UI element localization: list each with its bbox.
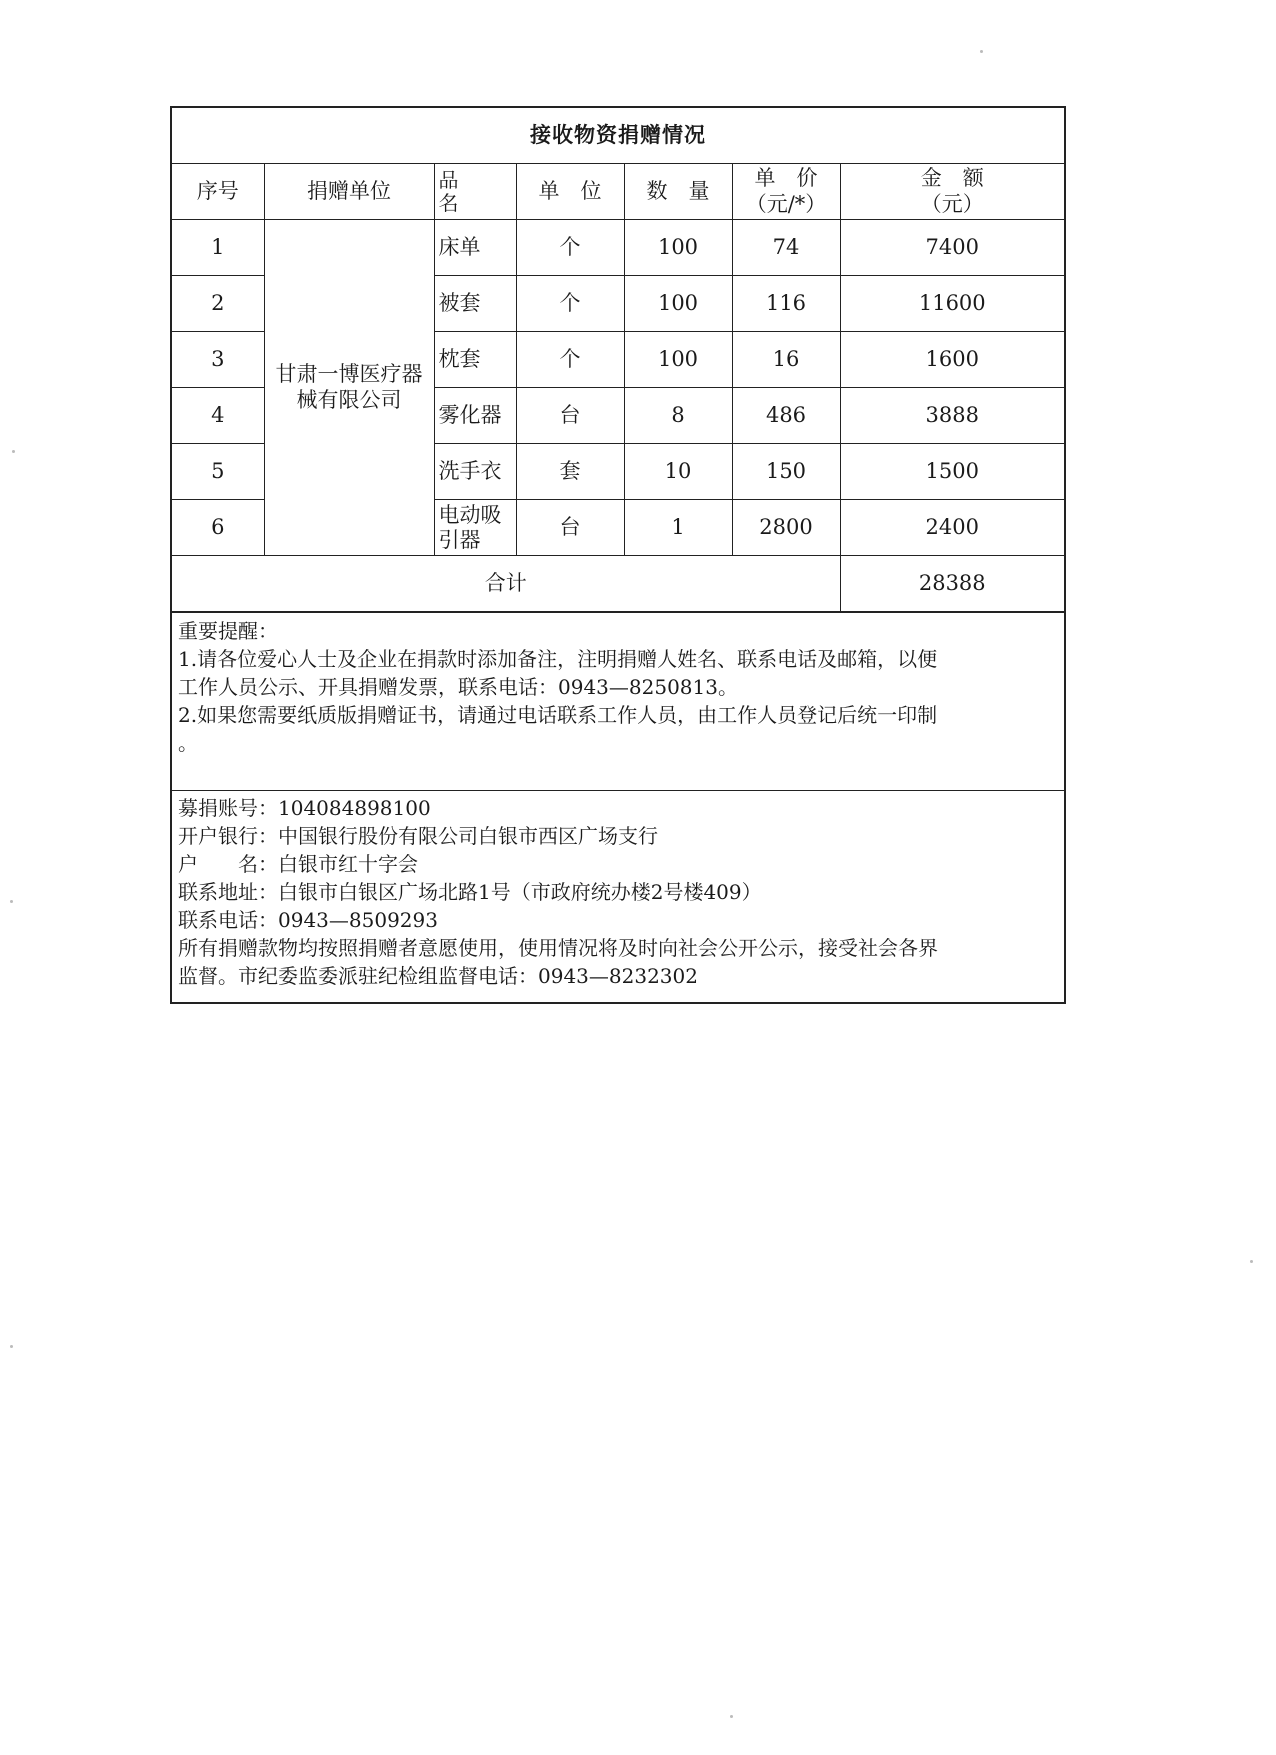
row-amount: 1500 bbox=[840, 444, 1064, 500]
row-price: 74 bbox=[732, 220, 840, 276]
row-quantity: 8 bbox=[624, 388, 732, 444]
scan-speck bbox=[10, 900, 13, 903]
scan-speck bbox=[10, 1345, 13, 1348]
scan-speck bbox=[980, 50, 983, 53]
usage-statement: 所有捐赠款物均按照捐赠者意愿使用，使用情况将及时向社会公开公示，接受社会各界 bbox=[178, 936, 938, 960]
donor-name bbox=[264, 220, 434, 556]
row-price: 16 bbox=[732, 332, 840, 388]
row-unit: 个 bbox=[516, 276, 624, 332]
account-info bbox=[172, 790, 1064, 1002]
row-item: 雾化器 bbox=[434, 388, 516, 444]
header-amount-line2: （元） bbox=[920, 191, 984, 216]
header-item bbox=[434, 164, 516, 220]
row-amount: 2400 bbox=[840, 500, 1064, 556]
donor-name-line1: 甘肃一博医疗器 bbox=[275, 362, 423, 387]
important-notes bbox=[172, 612, 1064, 790]
total-row bbox=[172, 556, 1064, 612]
row-seq: 3 bbox=[172, 332, 264, 388]
row-item: 洗手衣 bbox=[434, 444, 516, 500]
total-amount: 28388 bbox=[840, 556, 1064, 612]
row-quantity: 1 bbox=[624, 500, 732, 556]
donor-name-line2: 械有限公司 bbox=[296, 387, 402, 412]
row-seq: 6 bbox=[172, 500, 264, 556]
row-item bbox=[434, 500, 516, 556]
title-row bbox=[172, 108, 1064, 164]
row-seq: 1 bbox=[172, 220, 264, 276]
row-unit: 套 bbox=[516, 444, 624, 500]
notes-line: 工作人员公示、开具捐赠发票，联系电话：0943—8250813。 bbox=[178, 675, 738, 699]
header-item-line1: 品 bbox=[438, 167, 459, 192]
total-label: 合计 bbox=[172, 556, 840, 612]
row-item: 床单 bbox=[434, 220, 516, 276]
row-item: 枕套 bbox=[434, 332, 516, 388]
header-quantity: 数 量 bbox=[624, 164, 732, 220]
notes-line: 。 bbox=[178, 731, 198, 755]
row-quantity: 100 bbox=[624, 332, 732, 388]
notes-line: 2.如果您需要纸质版捐赠证书，请通过电话联系工作人员，由工作人员登记后统一印制 bbox=[178, 703, 938, 727]
row-unit: 台 bbox=[516, 388, 624, 444]
header-item-line2: 名 bbox=[438, 190, 459, 215]
row-price: 2800 bbox=[732, 500, 840, 556]
scan-speck bbox=[12, 450, 15, 453]
row-seq: 5 bbox=[172, 444, 264, 500]
contact-phone: 联系电话：0943—8509293 bbox=[178, 908, 438, 932]
row-quantity: 100 bbox=[624, 220, 732, 276]
header-unit: 单 位 bbox=[516, 164, 624, 220]
header-price-line1: 单 价 bbox=[754, 166, 818, 191]
row-amount: 7400 bbox=[840, 220, 1064, 276]
row-price: 150 bbox=[732, 444, 840, 500]
row-price: 116 bbox=[732, 276, 840, 332]
scan-speck bbox=[1250, 1260, 1253, 1263]
donation-sheet bbox=[170, 106, 1066, 1004]
header-donor: 捐赠单位 bbox=[264, 164, 434, 220]
header-price-line2: （元/*） bbox=[745, 191, 827, 216]
notes-line: 1.请各位爱心人士及企业在捐款时添加备注，注明捐赠人姓名、联系电话及邮箱，以便 bbox=[178, 647, 938, 671]
row-item: 被套 bbox=[434, 276, 516, 332]
usage-statement: 监督。市纪委监委派驻纪检组监督电话：0943—8232302 bbox=[178, 964, 698, 988]
table-title: 接收物资捐赠情况 bbox=[172, 108, 1064, 164]
row-unit: 台 bbox=[516, 500, 624, 556]
row-amount: 3888 bbox=[840, 388, 1064, 444]
row-quantity: 10 bbox=[624, 444, 732, 500]
header-amount bbox=[840, 164, 1064, 220]
row-amount: 11600 bbox=[840, 276, 1064, 332]
account-holder: 户 名：白银市红十字会 bbox=[178, 852, 418, 876]
header-row bbox=[172, 164, 1064, 220]
row-quantity: 100 bbox=[624, 276, 732, 332]
bank-name: 开户银行：中国银行股份有限公司白银市西区广场支行 bbox=[178, 824, 658, 848]
contact-address: 联系地址：白银市白银区广场北路1号（市政府统办楼2号楼409） bbox=[178, 880, 762, 904]
row-seq: 4 bbox=[172, 388, 264, 444]
row-item-line1: 电动吸 bbox=[438, 503, 502, 528]
row-unit: 个 bbox=[516, 220, 624, 276]
row-unit: 个 bbox=[516, 332, 624, 388]
scan-speck bbox=[730, 1715, 733, 1718]
row-item-line2: 引器 bbox=[438, 527, 481, 552]
account-number: 募捐账号：104084898100 bbox=[178, 796, 431, 820]
donation-table bbox=[172, 108, 1064, 612]
header-amount-line1: 金 额 bbox=[920, 166, 984, 191]
header-price bbox=[732, 164, 840, 220]
notes-heading: 重要提醒： bbox=[178, 619, 278, 643]
row-price: 486 bbox=[732, 388, 840, 444]
header-seq: 序号 bbox=[172, 164, 264, 220]
row-amount: 1600 bbox=[840, 332, 1064, 388]
table-row bbox=[172, 220, 1064, 276]
row-seq: 2 bbox=[172, 276, 264, 332]
